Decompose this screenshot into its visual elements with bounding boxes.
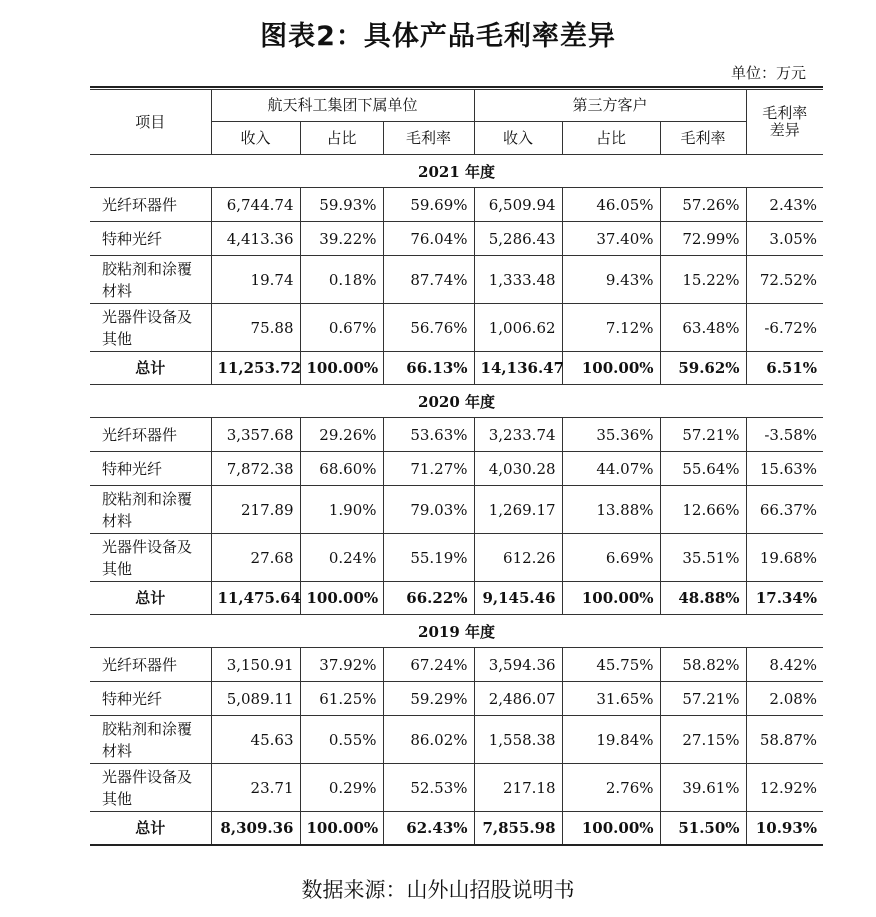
product-label: 总计 [90, 352, 211, 385]
header-a-margin: 毛利率 [383, 122, 474, 155]
cell-b-margin: 63.48% [660, 304, 746, 352]
table-row [90, 716, 823, 764]
data-source-note: 数据来源：山外山招股说明书 [301, 878, 575, 902]
cell-diff: 15.63% [746, 452, 823, 486]
year-label: 2021 年度 [90, 155, 823, 188]
cell-a-rev: 8,309.36 [211, 812, 300, 846]
cell-a-margin: 56.76% [383, 304, 474, 352]
cell-a-rev: 11,475.64 [211, 582, 300, 615]
cell-a-share: 100.00% [300, 582, 383, 615]
year-label: 2020 年度 [90, 385, 823, 418]
cell-b-rev: 612.26 [474, 534, 562, 582]
cell-b-share: 2.76% [562, 764, 660, 812]
year-row [90, 155, 823, 188]
cell-a-rev: 6,744.74 [211, 188, 300, 222]
cell-b-share: 37.40% [562, 222, 660, 256]
cell-b-share: 6.69% [562, 534, 660, 582]
product-label: 特种光纤 [90, 452, 211, 486]
product-label: 光纤环器件 [90, 648, 211, 682]
header-b-margin: 毛利率 [660, 122, 746, 155]
unit-label: 单位：万元 [730, 64, 806, 82]
cell-a-margin: 76.04% [383, 222, 474, 256]
product-label: 光纤环器件 [90, 418, 211, 452]
header-margin-diff [746, 90, 823, 155]
cell-a-margin: 67.24% [383, 648, 474, 682]
cell-a-rev: 3,150.91 [211, 648, 300, 682]
cell-b-rev: 1,269.17 [474, 486, 562, 534]
cell-b-rev: 9,145.46 [474, 582, 562, 615]
cell-a-margin: 53.63% [383, 418, 474, 452]
header-b-revenue: 收入 [474, 122, 562, 155]
cell-b-rev: 217.18 [474, 764, 562, 812]
cell-a-margin: 87.74% [383, 256, 474, 304]
table-row [90, 534, 823, 582]
header-a-revenue: 收入 [211, 122, 300, 155]
cell-diff: 12.92% [746, 764, 823, 812]
product-label: 胶粘剂和涂覆材料 [90, 716, 211, 764]
cell-b-margin: 27.15% [660, 716, 746, 764]
header-item: 项目 [90, 90, 211, 155]
cell-b-share: 45.75% [562, 648, 660, 682]
cell-b-margin: 57.21% [660, 682, 746, 716]
cell-a-margin: 59.29% [383, 682, 474, 716]
cell-b-margin: 55.64% [660, 452, 746, 486]
cell-a-rev: 45.63 [211, 716, 300, 764]
table-row [90, 304, 823, 352]
cell-a-rev: 11,253.72 [211, 352, 300, 385]
cell-b-rev: 1,006.62 [474, 304, 562, 352]
cell-a-share: 59.93% [300, 188, 383, 222]
cell-a-share: 100.00% [300, 812, 383, 846]
cell-b-rev: 1,558.38 [474, 716, 562, 764]
cell-diff: 6.51% [746, 352, 823, 385]
cell-a-rev: 27.68 [211, 534, 300, 582]
total-row [90, 812, 823, 846]
cell-b-margin: 39.61% [660, 764, 746, 812]
table-row [90, 486, 823, 534]
product-label: 总计 [90, 582, 211, 615]
cell-a-share: 68.60% [300, 452, 383, 486]
cell-a-share: 0.18% [300, 256, 383, 304]
cell-diff: 17.34% [746, 582, 823, 615]
cell-b-share: 35.36% [562, 418, 660, 452]
cell-a-rev: 75.88 [211, 304, 300, 352]
cell-diff: 58.87% [746, 716, 823, 764]
product-label: 胶粘剂和涂覆材料 [90, 486, 211, 534]
cell-a-rev: 19.74 [211, 256, 300, 304]
cell-b-margin: 35.51% [660, 534, 746, 582]
product-label: 光器件设备及其他 [90, 534, 211, 582]
cell-b-share: 19.84% [562, 716, 660, 764]
product-label: 光纤环器件 [90, 188, 211, 222]
cell-diff: 2.43% [746, 188, 823, 222]
cell-b-margin: 15.22% [660, 256, 746, 304]
cell-diff: 19.68% [746, 534, 823, 582]
cell-b-margin: 59.62% [660, 352, 746, 385]
cell-a-share: 0.67% [300, 304, 383, 352]
cell-b-margin: 72.99% [660, 222, 746, 256]
cell-b-rev: 4,030.28 [474, 452, 562, 486]
cell-b-share: 100.00% [562, 582, 660, 615]
total-row [90, 582, 823, 615]
cell-a-rev: 3,357.68 [211, 418, 300, 452]
cell-b-share: 31.65% [562, 682, 660, 716]
cell-a-margin: 62.43% [383, 812, 474, 846]
cell-a-share: 100.00% [300, 352, 383, 385]
cell-b-share: 13.88% [562, 486, 660, 534]
cell-b-margin: 51.50% [660, 812, 746, 846]
cell-b-rev: 2,486.07 [474, 682, 562, 716]
product-label: 胶粘剂和涂覆材料 [90, 256, 211, 304]
cell-b-rev: 3,594.36 [474, 648, 562, 682]
cell-a-share: 0.24% [300, 534, 383, 582]
table-row [90, 682, 823, 716]
cell-b-rev: 1,333.48 [474, 256, 562, 304]
cell-a-margin: 66.13% [383, 352, 474, 385]
cell-diff: -3.58% [746, 418, 823, 452]
cell-a-share: 37.92% [300, 648, 383, 682]
product-label: 总计 [90, 812, 211, 846]
cell-a-rev: 23.71 [211, 764, 300, 812]
cell-a-rev: 4,413.36 [211, 222, 300, 256]
cell-a-rev: 7,872.38 [211, 452, 300, 486]
product-label: 光器件设备及其他 [90, 304, 211, 352]
cell-b-rev: 7,855.98 [474, 812, 562, 846]
cell-diff: 8.42% [746, 648, 823, 682]
table-row [90, 256, 823, 304]
cell-a-margin: 59.69% [383, 188, 474, 222]
year-row [90, 615, 823, 648]
cell-b-share: 100.00% [562, 812, 660, 846]
cell-a-rev: 217.89 [211, 486, 300, 534]
cell-diff: 2.08% [746, 682, 823, 716]
table-body [90, 155, 823, 846]
cell-b-share: 100.00% [562, 352, 660, 385]
cell-diff: -6.72% [746, 304, 823, 352]
cell-diff: 3.05% [746, 222, 823, 256]
cell-b-margin: 12.66% [660, 486, 746, 534]
header-group-aerospace: 航天科工集团下属单位 [211, 90, 474, 122]
product-label: 特种光纤 [90, 222, 211, 256]
cell-b-rev: 14,136.47 [474, 352, 562, 385]
product-label: 特种光纤 [90, 682, 211, 716]
cell-diff: 66.37% [746, 486, 823, 534]
table-row [90, 188, 823, 222]
cell-b-rev: 6,509.94 [474, 188, 562, 222]
cell-a-rev: 5,089.11 [211, 682, 300, 716]
cell-a-margin: 86.02% [383, 716, 474, 764]
cell-a-share: 0.55% [300, 716, 383, 764]
cell-b-rev: 3,233.74 [474, 418, 562, 452]
margin-comparison-table [90, 89, 823, 846]
header-a-share: 占比 [300, 122, 383, 155]
table-row [90, 764, 823, 812]
cell-b-share: 9.43% [562, 256, 660, 304]
cell-a-margin: 66.22% [383, 582, 474, 615]
year-row [90, 385, 823, 418]
total-row [90, 352, 823, 385]
header-b-share: 占比 [562, 122, 660, 155]
cell-a-share: 39.22% [300, 222, 383, 256]
header-row-groups [90, 90, 823, 122]
cell-a-share: 61.25% [300, 682, 383, 716]
cell-b-share: 46.05% [562, 188, 660, 222]
cell-b-margin: 57.21% [660, 418, 746, 452]
cell-b-margin: 57.26% [660, 188, 746, 222]
cell-a-margin: 52.53% [383, 764, 474, 812]
cell-a-share: 0.29% [300, 764, 383, 812]
table-row [90, 418, 823, 452]
cell-a-share: 29.26% [300, 418, 383, 452]
table-row [90, 648, 823, 682]
table-row [90, 222, 823, 256]
cell-b-share: 7.12% [562, 304, 660, 352]
cell-b-margin: 58.82% [660, 648, 746, 682]
cell-b-share: 44.07% [562, 452, 660, 486]
cell-diff: 72.52% [746, 256, 823, 304]
table-top-rule [90, 86, 823, 88]
page-title: 图表2：具体产品毛利率差异 [260, 21, 616, 52]
cell-a-share: 1.90% [300, 486, 383, 534]
product-label: 光器件设备及其他 [90, 764, 211, 812]
header-margin-diff-line1: 毛利率 [762, 104, 808, 122]
cell-b-rev: 5,286.43 [474, 222, 562, 256]
table-row [90, 452, 823, 486]
header-margin-diff-line2: 差异 [769, 121, 800, 139]
header-group-third-party: 第三方客户 [474, 90, 746, 122]
cell-a-margin: 55.19% [383, 534, 474, 582]
year-label: 2019 年度 [90, 615, 823, 648]
cell-b-margin: 48.88% [660, 582, 746, 615]
cell-a-margin: 71.27% [383, 452, 474, 486]
cell-a-margin: 79.03% [383, 486, 474, 534]
cell-diff: 10.93% [746, 812, 823, 846]
